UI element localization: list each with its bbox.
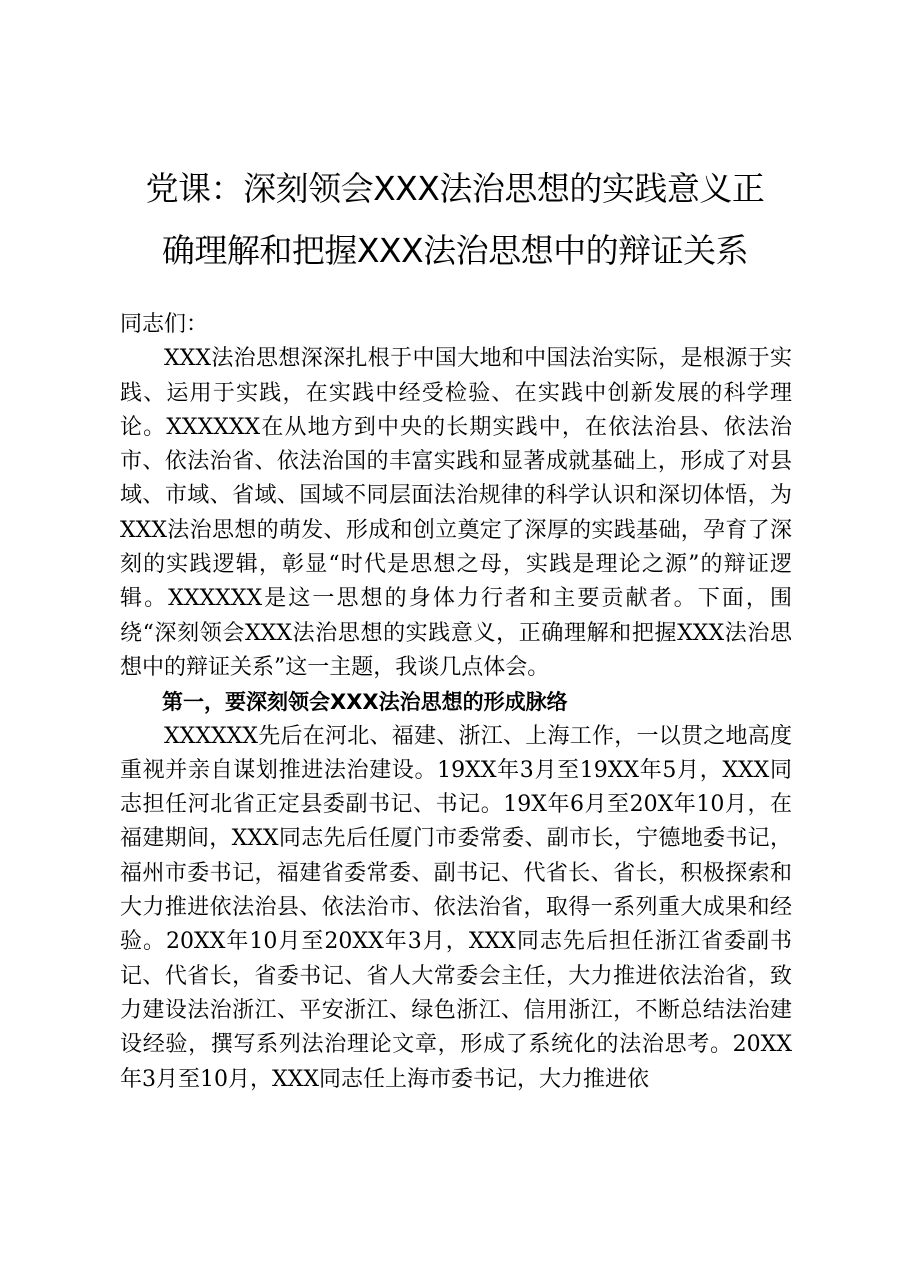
section-1-paragraph: XXXXXX先后在河北、福建、浙江、上海工作，一以贯之地高度重视并亲自谋划推进法治建设。19XX年3月至19XX年5月，XXX同志担任河北省正定县委副书记、书记。19X年6月至20X年10月，在福建期间，XXX同志先后任厦门市委常委、副市长，宁德地委书记，福州市委书记，福建省委常委、副书记、代省长、省长，积极探索和大力推进依法治县、依法治市、依法治省，取得一系列重大成果和经验。20XX年10月至20XX年3月，XXX同志先后担任浙江省委副书记、代省长，省委书记、省人大常委会主任，大力推进依法治省，致力建设法治浙江、平安浙江、绿色浙江、信用浙江，不断总结法治建设经验，撰写系列法治理论文章，形成了系统化的法治思考。20XX年3月至10月，XXX同志任上海市委书记，大力推进依 — [120, 723, 792, 1092]
title-line-2: 确理解和把握XXX法治思想中的辩证关系 — [161, 231, 749, 270]
title-line-1: 党课：深刻领会XXX法治思想的实践意义正 — [145, 169, 765, 208]
document-title — [120, 158, 790, 282]
section-heading-1: 第一，要深刻领会XXX法治思想的形成脉络 — [162, 690, 568, 715]
document-body — [120, 308, 792, 1097]
salutation: 同志们： — [120, 312, 209, 337]
intro-paragraph: XXX法治思想深深扎根于中国大地和中国法治实际，是根源于实践、运用于实践，在实践中经受检验、在实践中创新发展的科学理论。XXXXXX在从地方到中央的长期实践中，在依法治县、依法治市、依法治省、依法治国的丰富实践和显著成就基础上，形成了对县域、市域、省域、国域不同层面法治规律的科学认识和深切体悟，为XXX法治思想的萌发、形成和创立奠定了深厚的实践基础，孕育了深刻的实践逻辑，彰显“时代是思想之母，实践是理论之源”的辩证逻辑。XXXXXX是这一思想的身体力行者和主要贡献者。下面，围绕“深刻领会XXX法治思想的实践意义，正确理解和把握XXX法治思想中的辩证关系”这一主题，我谈几点体会。 — [120, 346, 792, 680]
